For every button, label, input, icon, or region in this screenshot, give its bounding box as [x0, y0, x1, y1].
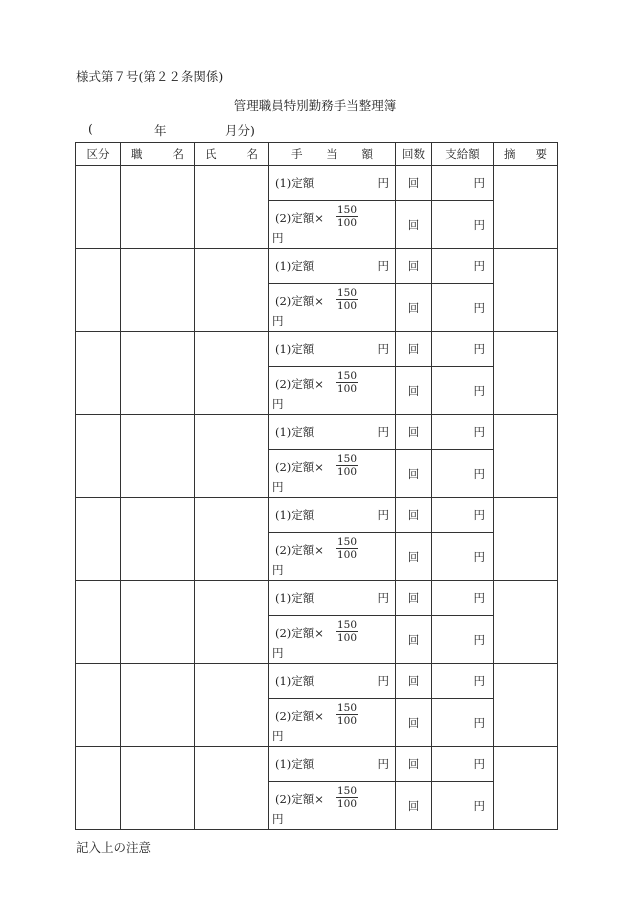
column-header-count: 回数: [396, 143, 432, 166]
rate-fraction: [336, 536, 358, 561]
count-cell[interactable]: [396, 367, 432, 415]
fixed-amount-label: (1)定額: [275, 259, 315, 273]
paid-amount-cell[interactable]: [432, 450, 494, 498]
yen-unit: 円: [473, 632, 485, 647]
fixed-amount-label: (1)定額: [275, 425, 315, 439]
fraction-denominator: 100: [337, 300, 358, 312]
increased-amount-label: (2)定額×: [275, 709, 324, 723]
increased-amount-cell[interactable]: [269, 533, 396, 581]
period-line: [88, 121, 255, 138]
yen-unit: 円: [272, 563, 284, 577]
increased-amount-label: (2)定額×: [275, 211, 324, 225]
column-header-name-char: 名: [246, 147, 258, 161]
fixed-amount-label: (1)定額: [275, 757, 315, 771]
paid-amount-cell[interactable]: [432, 332, 494, 367]
count-unit: 回: [407, 176, 420, 190]
paid-amount-cell[interactable]: [432, 498, 494, 533]
paid-amount-cell[interactable]: [432, 415, 494, 450]
column-header-allowance-amount: [269, 143, 396, 166]
remarks-cell[interactable]: [494, 166, 558, 249]
fraction-denominator: 100: [337, 715, 358, 727]
rate-fraction: [336, 370, 358, 395]
fixed-amount-cell[interactable]: [269, 166, 396, 201]
increased-amount-label: (2)定額×: [275, 792, 324, 806]
count-cell[interactable]: [396, 616, 432, 664]
name-cell[interactable]: [195, 664, 269, 747]
yen-unit: 円: [272, 729, 284, 743]
paid-amount-cell[interactable]: [432, 664, 494, 699]
increased-amount-cell[interactable]: [269, 782, 396, 830]
yen-unit: 円: [377, 342, 389, 356]
increased-amount-cell[interactable]: [269, 201, 396, 249]
remarks-cell[interactable]: [494, 332, 558, 415]
count-cell[interactable]: [396, 782, 432, 830]
count-unit: 回: [407, 798, 420, 813]
column-header-amount-char: 手: [291, 147, 303, 161]
ledger-row: [76, 581, 558, 616]
yen-unit: 円: [473, 466, 485, 481]
column-header-paid-amount: 支給額: [432, 143, 494, 166]
paid-amount-cell[interactable]: [432, 782, 494, 830]
document-title: 管理職員特別勤務手当整理簿: [233, 98, 397, 113]
post-cell[interactable]: [121, 249, 195, 332]
column-header-post-char: 名: [172, 147, 184, 161]
fixed-amount-cell[interactable]: [269, 747, 396, 782]
name-cell[interactable]: [195, 249, 269, 332]
count-cell[interactable]: [396, 664, 432, 699]
ledger-row: [76, 664, 558, 699]
fraction-numerator: 150: [337, 204, 358, 216]
yen-unit: 円: [473, 508, 485, 522]
remarks-cell[interactable]: [494, 498, 558, 581]
post-cell[interactable]: [121, 332, 195, 415]
column-header-name: [195, 143, 269, 166]
ledger-row: [76, 249, 558, 284]
count-unit: 回: [407, 632, 420, 647]
period-open: (: [88, 121, 93, 136]
post-cell[interactable]: [121, 747, 195, 830]
yen-unit: 円: [272, 314, 284, 328]
rate-fraction: [336, 204, 358, 229]
count-unit: 回: [407, 757, 420, 771]
period-month-label: 月分): [225, 123, 255, 138]
increased-amount-cell[interactable]: [269, 699, 396, 747]
count-cell[interactable]: [396, 249, 432, 284]
count-cell[interactable]: [396, 166, 432, 201]
count-cell[interactable]: [396, 498, 432, 533]
ledger-row: [76, 747, 558, 782]
category-cell[interactable]: [76, 166, 121, 249]
name-cell[interactable]: [195, 498, 269, 581]
ledger-row: [76, 166, 558, 201]
header-row: [76, 143, 558, 166]
column-header-amount-char: 当: [326, 147, 338, 161]
yen-unit: 円: [377, 674, 389, 688]
increased-amount-cell[interactable]: [269, 616, 396, 664]
count-cell[interactable]: [396, 747, 432, 782]
form-code: 様式第７号(第２２条関係): [76, 69, 224, 84]
yen-unit: 円: [377, 425, 389, 439]
count-cell[interactable]: [396, 581, 432, 616]
count-unit: 回: [407, 342, 420, 356]
count-unit: 回: [407, 549, 420, 564]
fixed-amount-cell[interactable]: [269, 498, 396, 533]
count-cell[interactable]: [396, 415, 432, 450]
fixed-amount-label: (1)定額: [275, 342, 315, 356]
paid-amount-cell[interactable]: [432, 747, 494, 782]
post-cell[interactable]: [121, 498, 195, 581]
name-cell[interactable]: [195, 581, 269, 664]
paid-amount-cell[interactable]: [432, 201, 494, 249]
count-cell[interactable]: [396, 201, 432, 249]
ledger-row: [76, 332, 558, 367]
count-cell[interactable]: [396, 450, 432, 498]
category-cell[interactable]: [76, 664, 121, 747]
yen-unit: 円: [473, 383, 485, 398]
period-year-label: 年: [154, 123, 167, 138]
fraction-denominator: 100: [337, 383, 358, 395]
count-unit: 回: [407, 715, 420, 730]
remarks-cell[interactable]: [494, 747, 558, 830]
yen-unit: 円: [473, 798, 485, 813]
yen-unit: 円: [473, 715, 485, 730]
rate-fraction: [336, 785, 358, 810]
fixed-amount-cell[interactable]: [269, 249, 396, 284]
ledger-row: [76, 415, 558, 450]
fixed-amount-cell[interactable]: [269, 415, 396, 450]
yen-unit: 円: [473, 591, 485, 605]
count-unit: 回: [407, 300, 420, 315]
yen-unit: 円: [473, 549, 485, 564]
yen-unit: 円: [272, 231, 284, 245]
remarks-cell[interactable]: [494, 664, 558, 747]
paid-amount-cell[interactable]: [432, 699, 494, 747]
fraction-numerator: 150: [337, 453, 358, 465]
count-unit: 回: [407, 508, 420, 522]
remarks-cell[interactable]: [494, 581, 558, 664]
fraction-numerator: 150: [337, 287, 358, 299]
yen-unit: 円: [473, 300, 485, 315]
name-cell[interactable]: [195, 415, 269, 498]
column-header-name-char: 氏: [205, 147, 217, 161]
yen-unit: 円: [473, 757, 485, 771]
category-cell[interactable]: [76, 332, 121, 415]
fixed-amount-label: (1)定額: [275, 674, 315, 688]
yen-unit: 円: [473, 259, 485, 273]
increased-amount-cell[interactable]: [269, 284, 396, 332]
column-header-remarks: [494, 143, 558, 166]
category-cell[interactable]: [76, 747, 121, 830]
fraction-denominator: 100: [337, 632, 358, 644]
yen-unit: 円: [473, 217, 485, 232]
category-cell[interactable]: [76, 249, 121, 332]
count-cell[interactable]: [396, 284, 432, 332]
yen-unit: 円: [272, 480, 284, 494]
rate-fraction: [336, 287, 358, 312]
count-unit: 回: [407, 591, 420, 605]
count-cell[interactable]: [396, 699, 432, 747]
count-cell[interactable]: [396, 332, 432, 367]
count-unit: 回: [407, 674, 420, 688]
rate-fraction: [336, 702, 358, 727]
paid-amount-cell[interactable]: [432, 166, 494, 201]
post-cell[interactable]: [121, 166, 195, 249]
fraction-numerator: 150: [337, 702, 358, 714]
fraction-denominator: 100: [337, 217, 358, 229]
yen-unit: 円: [377, 591, 389, 605]
count-unit: 回: [407, 383, 420, 398]
name-cell[interactable]: [195, 747, 269, 830]
yen-unit: 円: [272, 397, 284, 411]
yen-unit: 円: [377, 757, 389, 771]
count-unit: 回: [407, 259, 420, 273]
fixed-amount-cell[interactable]: [269, 664, 396, 699]
count-unit: 回: [407, 466, 420, 481]
fraction-numerator: 150: [337, 619, 358, 631]
rate-fraction: [336, 619, 358, 644]
yen-unit: 円: [272, 812, 284, 826]
column-header-post-char: 職: [131, 147, 143, 161]
post-cell[interactable]: [121, 664, 195, 747]
increased-amount-label: (2)定額×: [275, 294, 324, 308]
remarks-cell[interactable]: [494, 415, 558, 498]
yen-unit: 円: [473, 674, 485, 688]
fraction-denominator: 100: [337, 549, 358, 561]
yen-unit: 円: [473, 176, 485, 190]
count-unit: 回: [407, 217, 420, 232]
allowance-ledger-table: [75, 142, 558, 830]
rate-fraction: [336, 453, 358, 478]
category-cell[interactable]: [76, 498, 121, 581]
increased-amount-label: (2)定額×: [275, 626, 324, 640]
ledger-row: [76, 498, 558, 533]
column-header-amount-char: 額: [361, 147, 373, 161]
increased-amount-label: (2)定額×: [275, 460, 324, 474]
fraction-numerator: 150: [337, 785, 358, 797]
post-cell[interactable]: [121, 415, 195, 498]
increased-amount-label: (2)定額×: [275, 377, 324, 391]
paid-amount-cell[interactable]: [432, 249, 494, 284]
increased-amount-cell[interactable]: [269, 367, 396, 415]
paid-amount-cell[interactable]: [432, 533, 494, 581]
remarks-cell[interactable]: [494, 249, 558, 332]
yen-unit: 円: [377, 259, 389, 273]
notes-heading: 記入上の注意: [76, 840, 152, 855]
fraction-denominator: 100: [337, 466, 358, 478]
category-cell[interactable]: [76, 415, 121, 498]
fraction-denominator: 100: [337, 798, 358, 810]
column-header-category: 区分: [76, 143, 121, 166]
paid-amount-cell[interactable]: [432, 616, 494, 664]
yen-unit: 円: [473, 425, 485, 439]
column-header-remarks-char: 要: [535, 147, 547, 161]
category-cell[interactable]: [76, 581, 121, 664]
fixed-amount-label: (1)定額: [275, 591, 315, 605]
fixed-amount-cell[interactable]: [269, 581, 396, 616]
fraction-numerator: 150: [337, 370, 358, 382]
fixed-amount-label: (1)定額: [275, 508, 315, 522]
fixed-amount-cell[interactable]: [269, 332, 396, 367]
paid-amount-cell[interactable]: [432, 581, 494, 616]
column-header-remarks-char: 摘: [504, 147, 516, 161]
column-header-post: [121, 143, 195, 166]
yen-unit: 円: [377, 508, 389, 522]
count-unit: 回: [407, 425, 420, 439]
paid-amount-cell[interactable]: [432, 284, 494, 332]
increased-amount-cell[interactable]: [269, 450, 396, 498]
count-cell[interactable]: [396, 533, 432, 581]
name-cell[interactable]: [195, 166, 269, 249]
yen-unit: 円: [473, 342, 485, 356]
name-cell[interactable]: [195, 332, 269, 415]
fraction-numerator: 150: [337, 536, 358, 548]
yen-unit: 円: [377, 176, 389, 190]
post-cell[interactable]: [121, 581, 195, 664]
paid-amount-cell[interactable]: [432, 367, 494, 415]
fixed-amount-label: (1)定額: [275, 176, 315, 190]
yen-unit: 円: [272, 646, 284, 660]
increased-amount-label: (2)定額×: [275, 543, 324, 557]
